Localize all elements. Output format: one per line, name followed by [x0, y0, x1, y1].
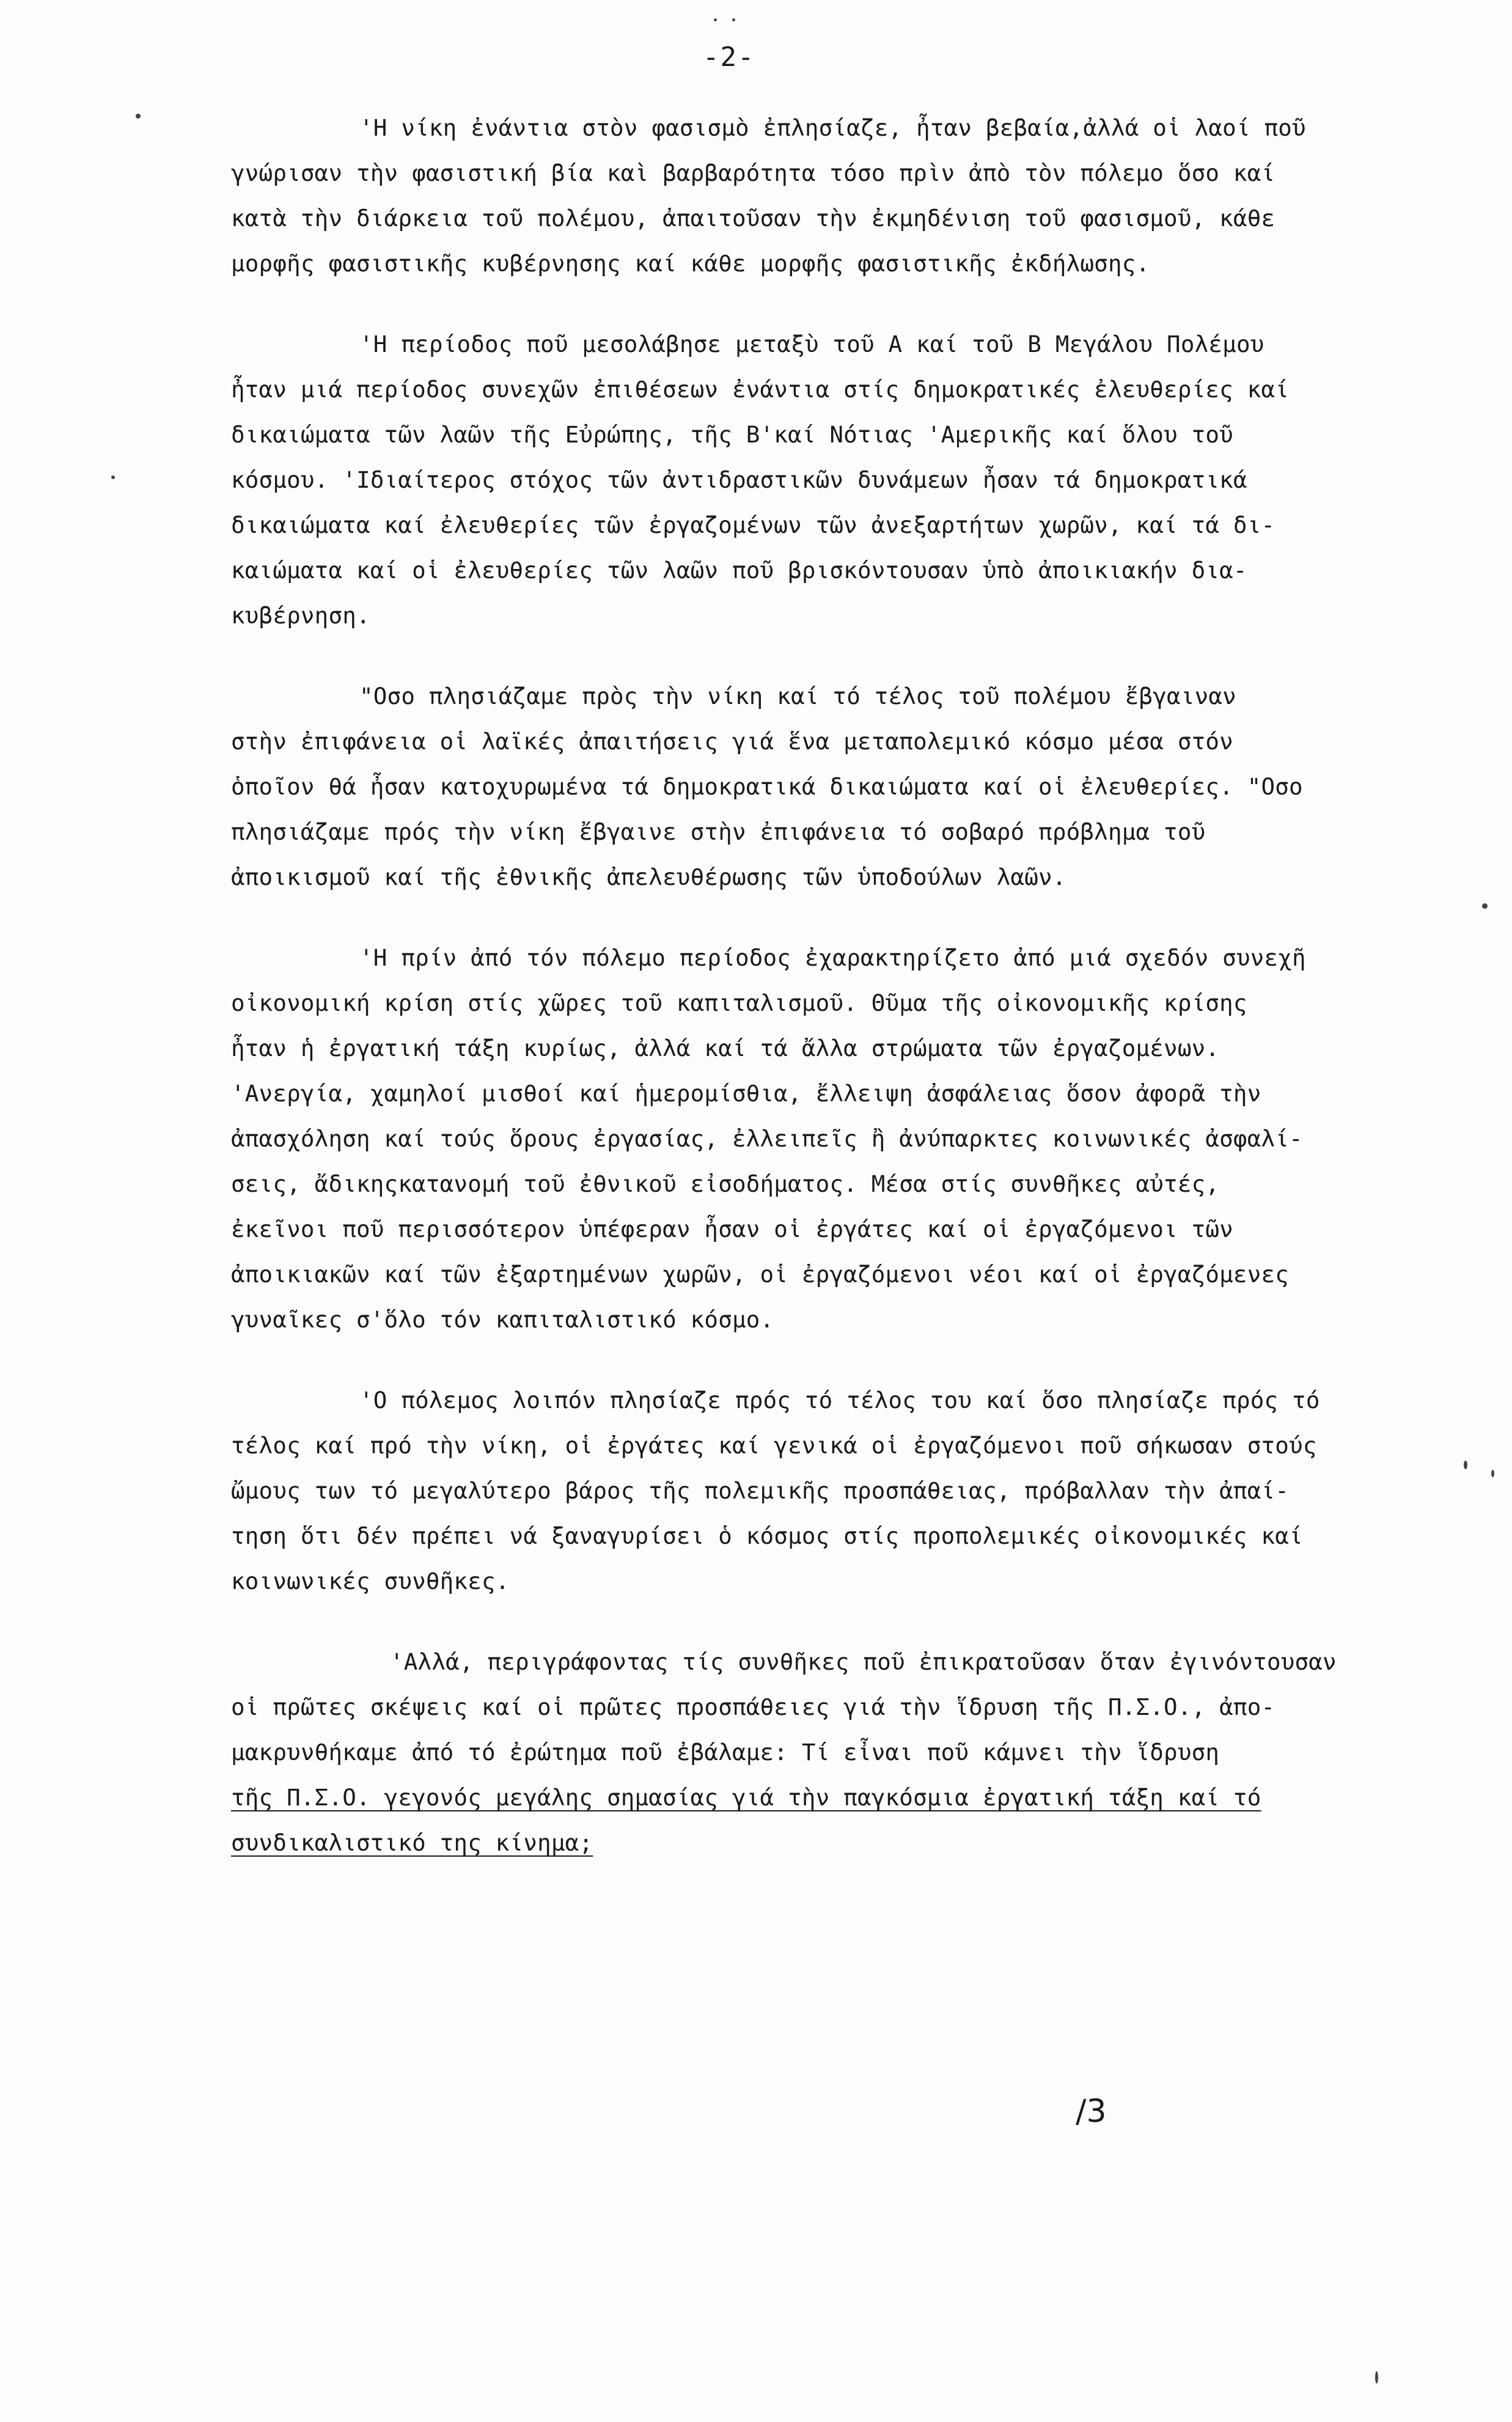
text-line: γυναῖκες σ'ὅλο τόν καπιταλιστικό κόσμο. [231, 1306, 774, 1333]
text-line: 'Η περίοδος ποῦ μεσολάβησε μεταξὺ τοῦ Α καί τοῦ Β Μεγάλου Πολέμου [359, 331, 1264, 358]
text-line: ἦταν μιά περίοδος συνεχῶν ἐπιθέσεων ἐνάντια στίς δημοκρατικές ἐλευθερίες καί [231, 376, 1290, 403]
scan-speck [1375, 2371, 1378, 2383]
text-line: τηση ὅτι δέν πρέπει νά ξαναγυρίσει ὁ κόσμος στίς προπολεμικές οἰκονομικές καί [231, 1522, 1303, 1549]
paragraph-2 [231, 321, 1441, 638]
text-line: ἐκεῖνοι ποῦ περισσότερον ὑπέφεραν ἦσαν οἱ ἐργάτες καί οἱ ἐργαζόμενοι τῶν [231, 1216, 1233, 1242]
scan-speck [111, 475, 115, 479]
text-line: οἱ πρῶτες σκέψεις καί οἱ πρῶτες προσπάθειες γιά τὴν ἵδρυση τῆς Π.Σ.Ο., ἀπο- [231, 1694, 1275, 1720]
text-line: μορφῆς φασιστικῆς κυβέρνησης καί κάθε μορφῆς φασιστικῆς ἐκδήλωσης. [231, 250, 1150, 277]
text-line: κόσμου. 'Ιδιαίτερος στόχος τῶν ἀντιδραστικῶν δυνάμεων ἦσαν τά δημοκρατικά [231, 466, 1247, 493]
document-body [231, 105, 1441, 1901]
text-line: ἦταν ἡ ἐργατική τάξη κυρίως, ἀλλά καί τά ἄλλα στρώματα τῶν ἐργαζομένων. [231, 1035, 1220, 1062]
scan-speck [1491, 1470, 1494, 1477]
paragraph-1 [231, 105, 1441, 286]
text-line: σεις, ἄδικηςκατανομή τοῦ ἐθνικοῦ εἰσοδήματος. Μέσα στίς συνθῆκες αὐτές, [231, 1170, 1220, 1197]
text-line: γνώρισαν τὴν φασιστική βία καὶ βαρβαρότητα τόσο πρὶν ἀπὸ τὸν πόλεμο ὅσο καί [231, 160, 1275, 186]
text-line: 'Ο πόλεμος λοιπόν πλησίαζε πρός τό τέλος του καί ὅσο πλησίαζε πρός τό [359, 1387, 1320, 1414]
text-line: "Οσο πλησιάζαμε πρὸς τὴν νίκη καί τό τέλος τοῦ πολέμου ἔβγαιναν [359, 683, 1236, 710]
scan-speck [1464, 1461, 1467, 1469]
text-line: ὁποῖον θά ἦσαν κατοχυρωμένα τά δημοκρατικά δικαιώματα καί οἱ ἐλευθερίες. "Οσο [231, 773, 1303, 800]
text-line: μακρυνθήκαμε ἀπό τό ἐρώτημα ποῦ ἐβάλαμε: Τί εἶναι ποῦ κάμνει τὴν ἵδρυση [231, 1739, 1220, 1766]
text-line: δικαιώματα τῶν λαῶν τῆς Εὐρώπης, τῆς Β'καί Νότιας 'Αμερικῆς καί ὅλου τοῦ [231, 421, 1233, 448]
text-line: 'Ανεργία, χαμηλοί μισθοί καί ἡμερομίσθια, ἔλλειψη ἀσφάλειας ὅσον ἀφορᾶ τὴν [231, 1080, 1261, 1107]
text-line: οἰκονομική κρίση στίς χῶρες τοῦ καπιταλισμοῦ. Θῦμα τῆς οἰκονομικῆς κρίσης [231, 989, 1247, 1016]
text-line: ἀποικιακῶν καί τῶν ἐξαρτημένων χωρῶν, οἱ ἐργαζόμενοι νέοι καί οἱ ἐργαζόμενες [231, 1261, 1290, 1288]
scan-speck [1482, 903, 1488, 909]
text-line: κοινωνικές συνθῆκες. [231, 1568, 510, 1594]
text-line: καιώματα καί οἱ ἐλευθερίες τῶν λαῶν ποῦ βρισκόντουσαν ὑπὸ ἀποικιακήν δια- [231, 557, 1247, 584]
underlined-question-line: συνδικαλιστικό της κίνημα; [231, 1829, 593, 1856]
text-line: 'Η πρίν ἀπό τόν πόλεμο περίοδος ἐχαρακτηρίζετο ἀπό μιά σχεδόν συνεχῆ [359, 944, 1306, 971]
text-line: 'Η νίκη ἐνάντια στὸν φασισμὸ ἐπλησίαζε, ἦταν βεβαία,ἀλλά οἱ λαοί ποῦ [359, 114, 1306, 141]
paragraph-3 [231, 673, 1441, 900]
paragraph-4 [231, 935, 1441, 1342]
text-line: κατὰ τὴν διάρκεια τοῦ πολέμου, ἀπαιτοῦσαν τὴν ἐκμηδένιση τοῦ φασισμοῦ, κάθε [231, 205, 1275, 232]
scan-speck [714, 18, 717, 21]
text-line: ἀπασχόληση καί τούς ὅρους ἐργασίας, ἐλλειπεῖς ἢ ἀνύπαρκτες κοινωνικές ἀσφαλί- [231, 1125, 1303, 1152]
text-line: στὴν ἐπιφάνεια οἱ λαϊκές ἀπαιτήσεις γιά ἕνα μεταπολεμικό κόσμο μέσα στόν [231, 728, 1233, 755]
continuation-marker: /3 [1076, 2093, 1107, 2130]
text-line: ὤμους των τό μεγαλύτερο βάρος τῆς πολεμικῆς προσπάθειας, πρόβαλλαν τὴν ἀπαί- [231, 1477, 1290, 1504]
text-line: δικαιώματα καί ἐλευθερίες τῶν ἐργαζομένων τῶν ἀνεξαρτήτων χωρῶν, καί τά δι- [231, 512, 1275, 538]
text-line: τέλος καί πρό τὴν νίκη, οἱ ἐργάτες καί γενικά οἱ ἐργαζόμενοι ποῦ σήκωσαν στούς [231, 1432, 1317, 1459]
page-number: -2- [703, 42, 755, 73]
scan-speck [732, 18, 735, 21]
scan-speck [136, 114, 141, 119]
text-line: ἀποικισμοῦ καί τῆς ἐθνικῆς ἀπελευθέρωσης τῶν ὑποδούλων λαῶν. [231, 864, 1066, 890]
paragraph-6 [231, 1639, 1441, 1865]
paragraph-5 [231, 1378, 1441, 1604]
underlined-question-line: τῆς Π.Σ.Ο. γεγονός μεγάλης σημασίας γιά τὴν παγκόσμια ἐργατική τάξη καί τό [231, 1784, 1261, 1811]
text-line: κυβέρνηση. [231, 602, 370, 629]
text-line: 'Αλλά, περιγράφοντας τίς συνθῆκες ποῦ ἐπικρατοῦσαν ὅταν ἐγινόντουσαν [390, 1648, 1337, 1675]
text-line: πλησιάζαμε πρός τὴν νίκη ἔβγαινε στὴν ἐπιφάνεια τό σοβαρό πρόβλημα τοῦ [231, 818, 1206, 845]
